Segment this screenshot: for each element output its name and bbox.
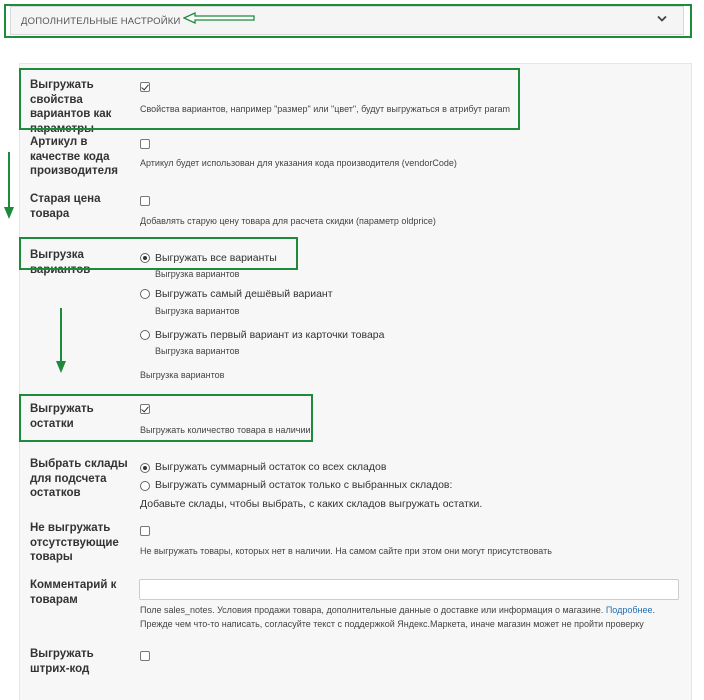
variants-first-radio[interactable] (140, 330, 150, 340)
warehouses-help: Добавьте склады, чтобы выбрать, с каких складов выгружать остатки. (140, 498, 483, 510)
comment-label: Комментарий к товарам (30, 579, 117, 606)
stock-help: Выгружать количество товара в наличии. (140, 425, 314, 435)
comment-input[interactable] (139, 579, 679, 600)
variants-first-sub: Выгрузка вариантов (155, 346, 240, 356)
variants-cheapest-label[interactable]: Выгружать самый дешёвый вариант (155, 288, 333, 300)
variants-all-label[interactable]: Выгружать все варианты (155, 252, 277, 264)
no-absent-help: Не выгружать товары, которых нет в наличии. На самом сайте при этом они могут присутствовать (140, 546, 552, 556)
variants-cheapest-radio[interactable] (140, 289, 150, 299)
accordion-title: ДОПОЛНИТЕЛЬНЫЕ НАСТРОЙКИ (21, 16, 181, 27)
annotation-arrow-down-icon (3, 152, 15, 220)
no-absent-checkbox[interactable] (140, 526, 150, 536)
old-price-help: Добавлять старую цену товара для расчета скидки (параметр oldprice) (140, 216, 436, 226)
variants-export-label: Выгрузка вариантов (30, 249, 91, 276)
vendor-code-help: Артикул будет использован для указания кода производителя (vendorCode) (140, 158, 457, 168)
old-price-checkbox[interactable] (140, 196, 150, 206)
annotation-arrow-down-icon (55, 308, 67, 374)
comment-help (140, 604, 685, 631)
annotation-highlight-variant-props (19, 68, 520, 130)
barcode-label: Выгружать штрих-код (30, 648, 94, 675)
annotation-highlight-variants-export (19, 237, 298, 270)
variant-props-help: Свойства вариантов, например "размер" или "цвет", будут выгружаться в атрибут param (140, 104, 511, 114)
comment-help-text: Поле sales_notes. Условия продажи товара, дополнительные данные о доставке или информация о магазине. (140, 605, 606, 615)
vendor-code-label: Артикул в качестве кода производителя (30, 136, 118, 177)
old-price-label: Старая цена товара (30, 193, 101, 220)
annotation-arrow-left-icon (183, 12, 255, 24)
variant-props-label: Выгружать свойства вариантов как параметры (30, 79, 112, 135)
annotation-highlight-stock (19, 394, 313, 442)
warehouses-all-label[interactable]: Выгружать суммарный остаток со всех складов (155, 461, 387, 473)
stock-label: Выгружать остатки (30, 403, 94, 430)
warehouses-label: Выбрать склады для подсчета остатков (30, 458, 128, 499)
variants-first-label[interactable]: Выгружать первый вариант из карточки товара (155, 329, 385, 341)
barcode-checkbox[interactable] (140, 651, 150, 661)
no-absent-label: Не выгружать отсутствующие товары (30, 522, 119, 563)
chevron-down-icon (657, 15, 667, 23)
warehouses-selected-label[interactable]: Выгружать суммарный остаток только с выбранных складов: (155, 479, 453, 491)
vendor-code-checkbox[interactable] (140, 139, 150, 149)
comment-more-link[interactable]: Подробнее (605, 605, 653, 615)
variants-all-sub: Выгрузка вариантов (155, 269, 240, 279)
variants-cheapest-sub: Выгрузка вариантов (155, 306, 240, 316)
warehouses-selected-radio[interactable] (140, 481, 150, 491)
warehouses-all-radio[interactable] (140, 463, 150, 473)
additional-settings-accordion[interactable] (10, 6, 684, 35)
variants-export-help: Выгрузка вариантов (140, 370, 225, 380)
comment-help-text-2: . Прежде чем что-то написать, согласуйте текст с поддержкой Яндекс.Маркета, иначе магазин может не пройти проверку (140, 605, 656, 629)
